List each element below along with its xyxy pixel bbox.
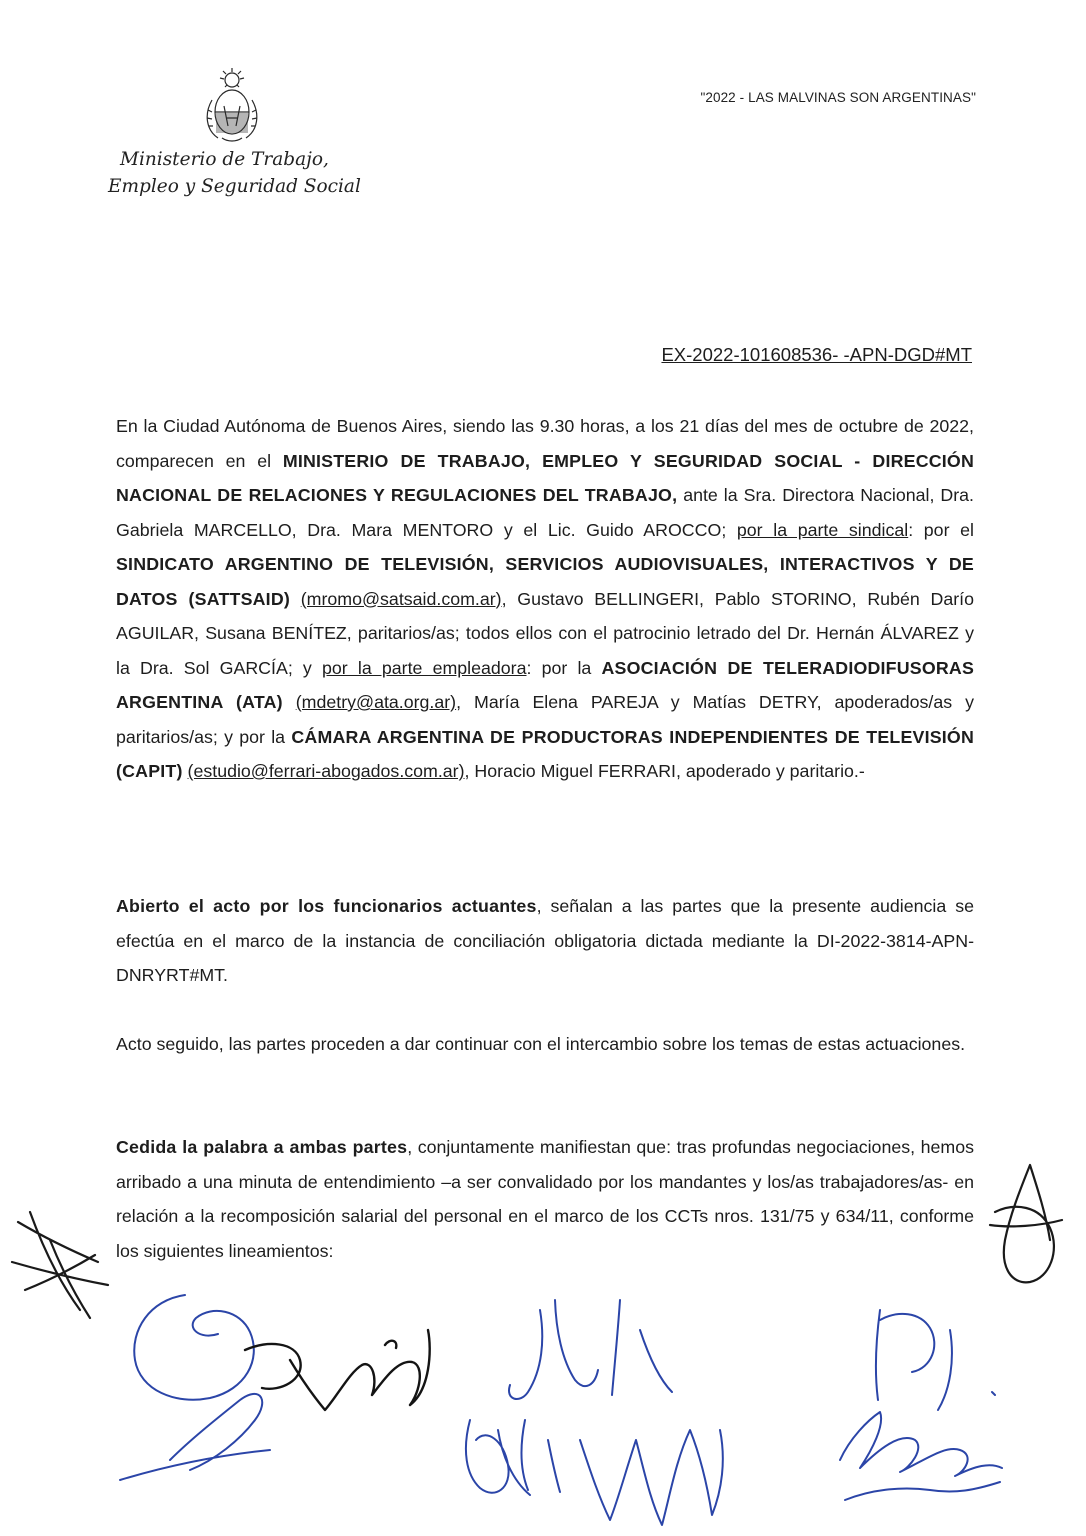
document-motto: "2022 - LAS MALVINAS SON ARGENTINAS" [700, 90, 976, 105]
paragraph-opening [116, 889, 974, 993]
signature-5 [580, 1430, 723, 1525]
ministry-bold: MINISTERIO DE TRABAJO, EMPLEO Y SEGURIDAD SOCIAL - DIRECCIÓN NACIONAL DE RELACIONES Y REGULACIONES DEL TRABAJO, [116, 450, 974, 505]
text: , Gustavo BELLINGERI, Pablo STORINO, Rubén Darío AGUILAR, Susana BENÍTEZ, paritarios/as; todos ellos con el patrocinio letrado del Dr. Hernán ÁLVAREZ y la Dra. Sol GARCÍA; y [116, 588, 974, 678]
ministry-name-line1: Ministerio de Trabajo, [120, 149, 329, 170]
margin-signature-left [12, 1212, 108, 1318]
signature-3 [509, 1300, 672, 1399]
email-link-union[interactable]: (mromo@satsaid.com.ar) [300, 588, 502, 609]
email-link-capit[interactable]: (estudio@ferrari-abogados.com.ar) [187, 761, 465, 781]
agreement-bold: Cedida la palabra a ambas partes [116, 1137, 408, 1157]
union-name-bold: SINDICATO ARGENTINO DE TELEVISIÓN, SERVICIOS AUDIOVISUALES, INTERACTIVOS Y DE DATOS (SATTSAID) [116, 554, 974, 609]
margin-signature-right [990, 1165, 1062, 1282]
text: ante la Sra. Directora Nacional, Dra. Gabriela MARCELLO, Dra. Mara MENTORO y el Lic. Guido AROCCO; [116, 485, 974, 540]
ministry-name-line2: Empleo y Seguridad Social [108, 176, 361, 197]
signature-4 [466, 1420, 560, 1495]
text [290, 589, 301, 609]
ata-name-bold: ASOCIACIÓN DE TELERADIODIFUSORAS ARGENTINA (ATA) [116, 657, 975, 712]
paragraph-parties [116, 409, 974, 789]
union-party-label: por la parte sindical [736, 519, 909, 540]
text: En la Ciudad Autónoma de Buenos Aires, siendo las 9.30 horas, a los 21 días del mes de octubre de 2022, comparecen en el [116, 416, 974, 471]
ministry-name [108, 146, 368, 200]
text: , conjuntamente manifiestan que: tras profundas negociaciones, hemos arribado a una minuta de entendimiento –a ser convalidado por los mandantes y los/as trabajadores/as- en relación a la recomposición salarial del personal en el marco de los CCTs nros. 131/75 y 634/11, conforme los siguientes lineamientos: [116, 1137, 974, 1261]
opening-bold: Abierto el acto por los funcionarios actuantes [116, 896, 537, 916]
argentina-coat-of-arms-icon [196, 66, 268, 146]
employer-party-label: por la parte empleadora [322, 657, 527, 678]
text: : por la [526, 657, 602, 678]
text: : por el [908, 519, 974, 540]
signature-1 [120, 1295, 270, 1480]
expediente-number: EX-2022-101608536- -APN-DGD#MT [661, 344, 972, 365]
text [283, 692, 296, 712]
paragraph-exchange [116, 1027, 974, 1062]
capit-name-bold: CÁMARA ARGENTINA DE PRODUCTORAS INDEPENDIENTES DE TELEVISIÓN (CAPIT) [116, 726, 974, 781]
signature-6 [876, 1310, 995, 1410]
text: , Horacio Miguel FERRARI, apoderado y paritario.- [464, 761, 865, 781]
text: , María Elena PAREJA y Matías DETRY, apoderados/as y paritarios/as; y por la [116, 692, 974, 747]
text: , señalan a las partes que la presente audiencia se efectúa en el marco de la instancia de conciliación obligatoria dictada mediante la DI-2022-3814-APN-DNRYRT#MT. [116, 896, 974, 985]
signature-7 [840, 1412, 1002, 1500]
paragraph-agreement [116, 1130, 974, 1268]
email-link-ata[interactable]: (mdetry@ata.org.ar) [295, 692, 457, 712]
text: Acto seguido, las partes proceden a dar continuar con el intercambio sobre los temas de estas actuaciones. [116, 1034, 966, 1054]
signature-2 [245, 1330, 430, 1410]
